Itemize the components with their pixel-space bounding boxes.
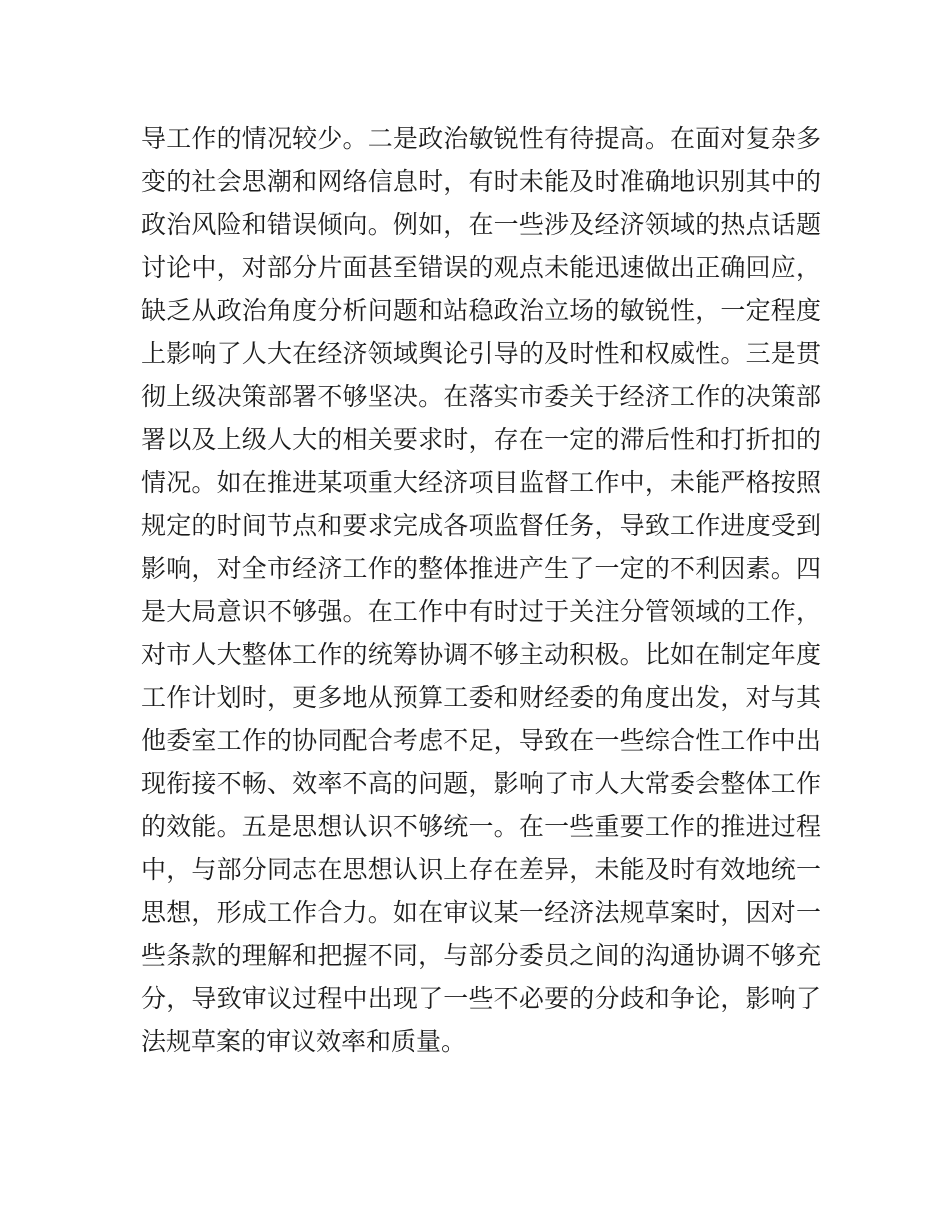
text-line: 署以及上级人大的相关要求时，存在一定的滞后性和打折扣的: [141, 425, 821, 454]
text-line: 导工作的情况较少。二是政治敏锐性有待提高。在面对复杂多: [141, 124, 821, 153]
text-line: 情况。如在推进某项重大经济项目监督工作中，未能严格按照: [141, 468, 821, 497]
text-line: 思想，形成工作合力。如在审议某一经济法规草案时，因对一: [141, 898, 821, 927]
text-line: 的效能。五是思想认识不够统一。在一些重要工作的推进过程: [141, 812, 821, 841]
text-line: 些条款的理解和把握不同，与部分委员之间的沟通协调不够充: [141, 941, 821, 970]
text-line: 他委室工作的协同配合考虑不足，导致在一些综合性工作中出: [141, 726, 821, 755]
text-line: 是大局意识不够强。在工作中有时过于关注分管领域的工作，: [141, 597, 821, 626]
text-line: 缺乏从政治角度分析问题和站稳政治立场的敏锐性，一定程度: [141, 296, 821, 325]
text-line: 变的社会思潮和网络信息时，有时未能及时准确地识别其中的: [141, 167, 821, 196]
text-line: 政治风险和错误倾向。例如，在一些涉及经济领域的热点话题: [141, 210, 821, 239]
text-line: 分，导致审议过程中出现了一些不必要的分歧和争论，影响了: [141, 984, 821, 1013]
text-line: 中，与部分同志在思想认识上存在差异，未能及时有效地统一: [141, 855, 821, 884]
text-line-last: 法规草案的审议效率和质量。: [141, 1027, 467, 1056]
text-line: 讨论中，对部分片面甚至错误的观点未能迅速做出正确回应，: [141, 253, 821, 282]
text-line: 工作计划时，更多地从预算工委和财经委的角度出发，对与其: [141, 683, 821, 712]
text-line: 现衔接不畅、效率不高的问题，影响了市人大常委会整体工作: [141, 769, 821, 798]
text-line: 对市人大整体工作的统筹协调不够主动积极。比如在制定年度: [141, 640, 821, 669]
text-line: 上影响了人大在经济领域舆论引导的及时性和权威性。三是贯: [141, 339, 821, 368]
body-paragraph: [141, 117, 821, 1063]
text-line: 彻上级决策部署不够坚决。在落实市委关于经济工作的决策部: [141, 382, 821, 411]
text-line: 规定的时间节点和要求完成各项监督任务，导致工作进度受到: [141, 511, 821, 540]
text-line: 影响，对全市经济工作的整体推进产生了一定的不利因素。四: [141, 554, 821, 583]
